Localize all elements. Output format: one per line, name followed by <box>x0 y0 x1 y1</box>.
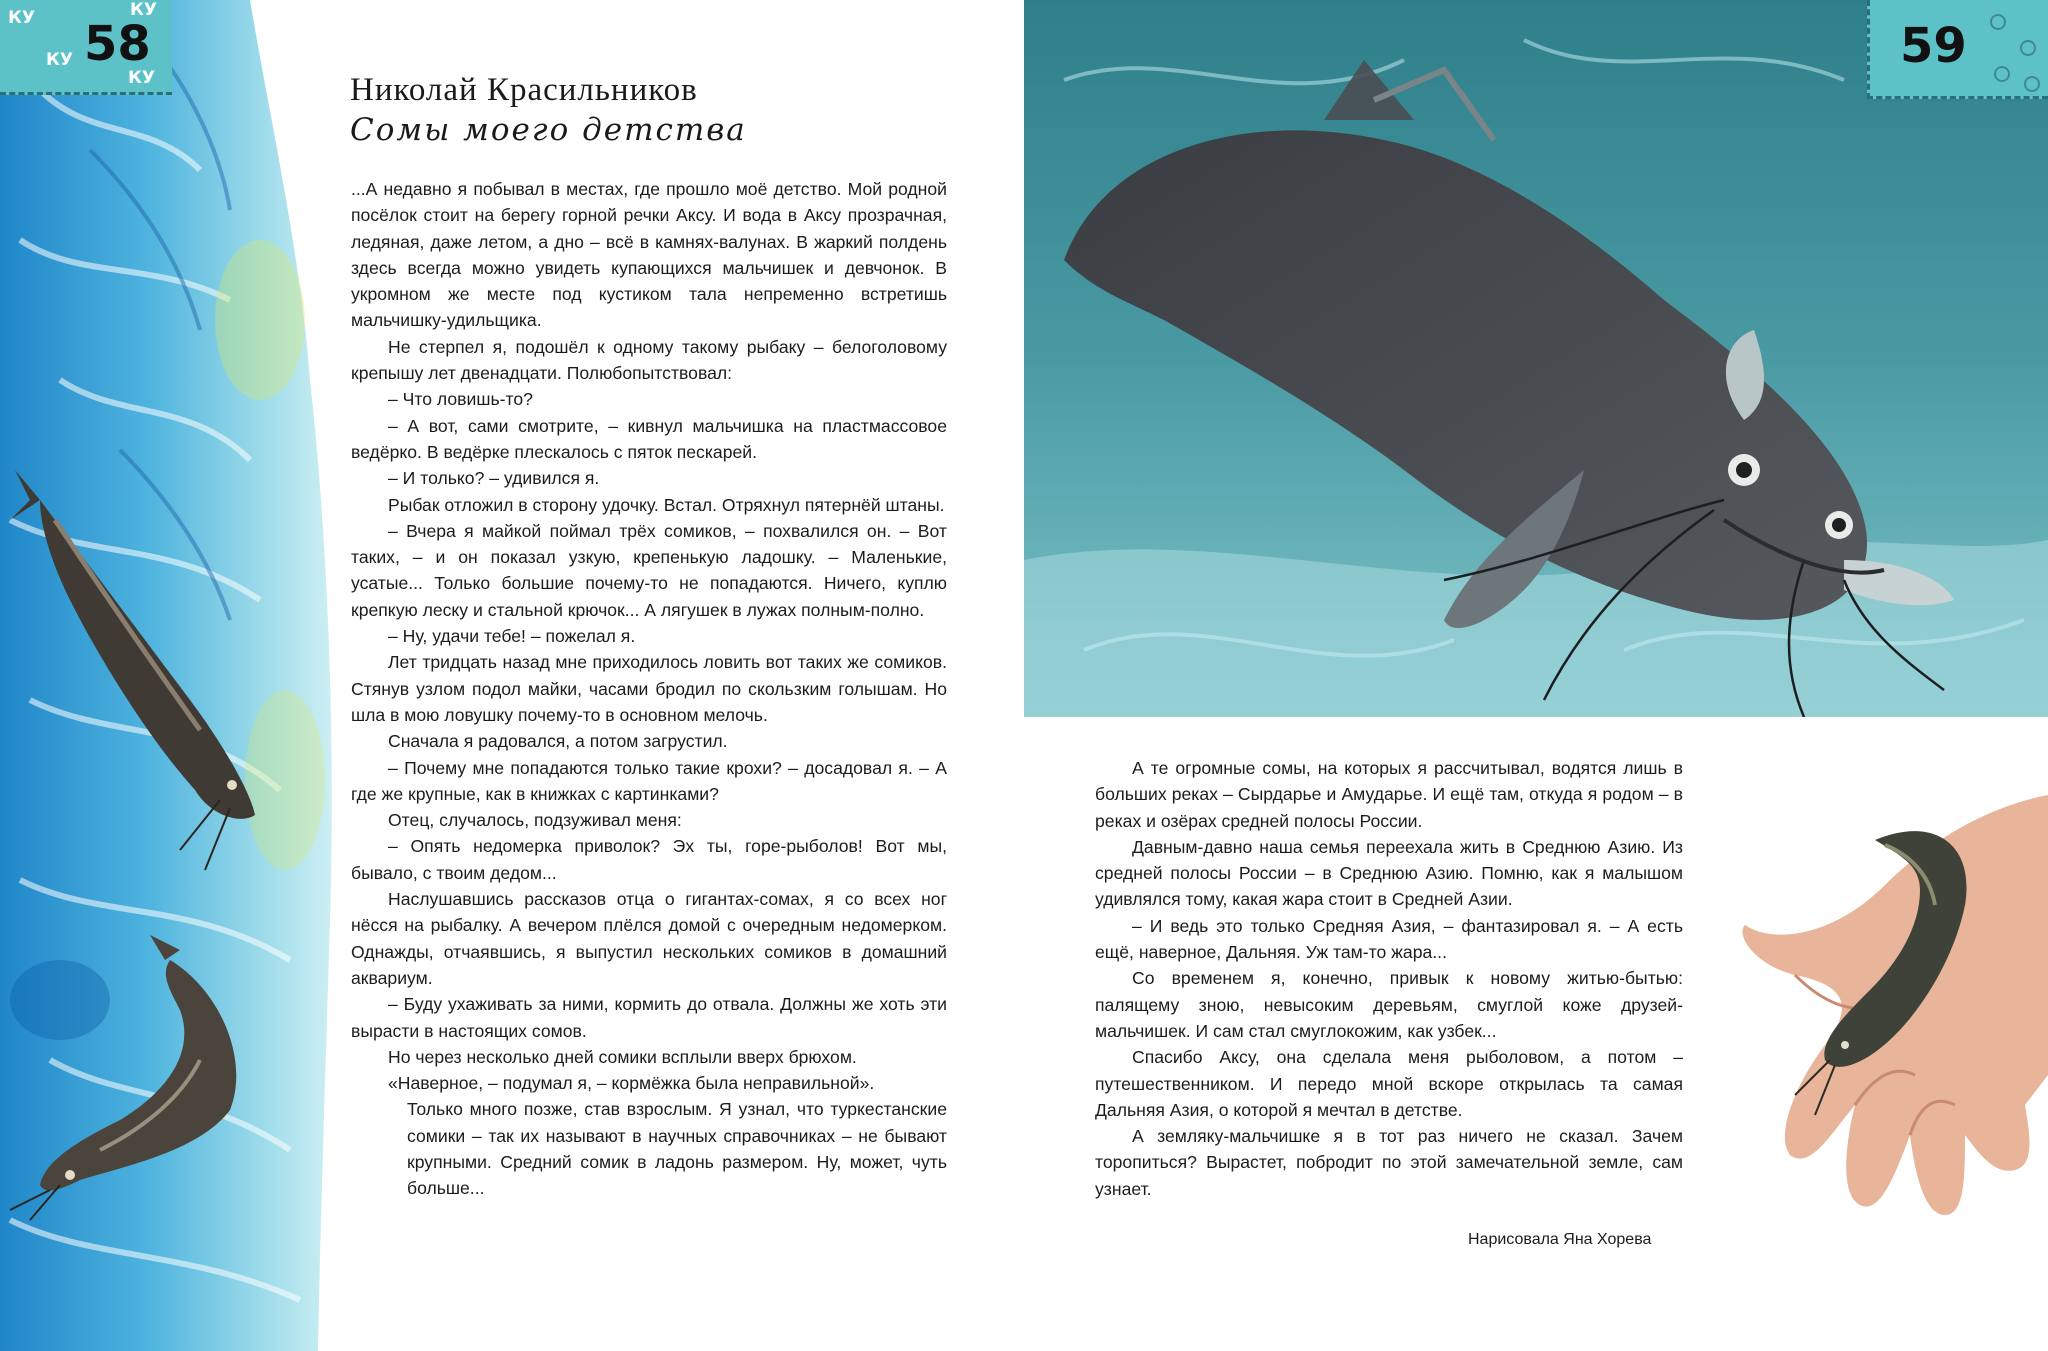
decor-text: КУ <box>8 8 36 28</box>
paragraph: – И ведь это только Средняя Азия, – фантазировал я. – А есть ещё, наверное, Дальняя. Уж там-то жара... <box>1095 915 1683 963</box>
paragraph: А те огромные сомы, на которых я рассчитывал, водятся лишь в больших реках – Сырдарье и Амударье. И ещё там, откуда я родом – в реках и озёрах средней полосы России. <box>1095 758 1683 831</box>
page-number-badge-left <box>0 0 172 95</box>
paragraph: Рыбак отложил в сторону удочку. Встал. Отряхнул пятернёй штаны. <box>388 494 945 515</box>
decor-text: КУ <box>46 50 74 70</box>
paragraph: – А вот, сами смотрите, – кивнул мальчишка на пластмассовое ведёрко. В ведёрке плескалось с пяток пескарей. <box>351 415 947 462</box>
river-illustration <box>0 0 340 1351</box>
paragraph: – Почему мне попадаются только такие крохи? – досадовал я. – А где же крупные, как в книжках с картинками? <box>351 757 947 804</box>
paragraph: – Буду ухаживать за ними, кормить до отвала. Должны же хоть эти вырасти в настоящих сомов. <box>351 994 947 1041</box>
decor-dot <box>2020 40 2036 56</box>
decor-text: КУ <box>130 0 158 20</box>
paragraph: Сначала я радовался, а потом загрустил. <box>388 731 728 752</box>
paragraph: «Наверное, – подумал я, – кормёжка была неправильной». <box>388 1073 875 1094</box>
decor-dot <box>1990 14 2006 30</box>
decor-dot <box>1994 66 2010 82</box>
paragraph: ...А недавно я побывал в местах, где прошло моё детство. Мой родной посёлок стоит на берегу горной речки Аксу. И вода в Аксу прозрачная, ледяная, даже летом, а дно – всё в камнях-валунах. В жаркий полдень здесь всегда можно увидеть купающихся мальчишек и девчонок. В укромном же месте под кустиком тала непременно встретишь мальчишку-удильщика. <box>351 179 947 331</box>
paragraph: – Опять недомерка приволок? Эх ты, горе-рыболов! Вот мы, бывало, с твоим дедом... <box>351 836 947 883</box>
paragraph: Давным-давно наша семья переехала жить в Среднюю Азию. Из средней полосы России – в Среднюю Азию. Помню, как я малышом удивлялся тому, какая жара стоит в Средней Азии. <box>1095 836 1683 910</box>
paragraph: Спасибо Аксу, она сделала меня рыболовом, а потом – путешественником. И передо мной вскоре открылась та самая Дальняя Азия, о которой я мечтал в детстве. <box>1095 1047 1683 1120</box>
paragraph: Только много позже, став взрослым. Я узнал, что туркестанские сомики – так их называют в научных справочниках – не бывают крупными. Средний сомик в ладонь размером. Ну, может, чуть больше... <box>407 1099 947 1199</box>
paragraph: Со временем я, конечно, привык к новому житью-бытью: палящему зною, невысоким деревьям, смуглой коже друзей-мальчишек. И сам стал смуглокожим, как узбек... <box>1095 968 1683 1041</box>
hand-illustration <box>1735 775 2048 1275</box>
paragraph: – И только? – удивился я. <box>388 468 600 489</box>
story-author: Николай Красильников <box>350 72 698 108</box>
paragraph: Отец, случалось, подзуживал меня: <box>388 810 682 831</box>
paragraph: – Вчера я майкой поймал трёх сомиков, – похвалился он. – Вот таких, – и он показал узкую, крепенькую ладошку. – Маленькие, усатые... Только большие почему-то не попадаются. Ничего, куплю крепкую леску и стальной крючок... А лягушек в лужах полным-полно. <box>351 520 947 620</box>
paragraph: Лет тридцать назад мне приходилось ловить вот таких же сомиков. Стянув узлом подол майки, часами бродил по скользким голышам. Но шла в мою ловушку почему-то в основном мелочь. <box>351 652 947 725</box>
paragraph: – Что ловишь-то? <box>388 389 533 410</box>
catfish-illustration <box>1024 0 2048 717</box>
decor-dot <box>2024 76 2040 92</box>
text-column-left <box>351 176 947 1202</box>
story-title: Сомы моего детства <box>350 112 747 148</box>
paragraph: А земляку-мальчишке я в тот раз ничего не сказал. Зачем торопиться? Вырастет, побродит по этой замечательной земле, сам узнает. <box>1095 1126 1683 1199</box>
decor-text: КУ <box>128 68 156 88</box>
page-number: 58 <box>84 16 151 72</box>
paragraph: Не стерпел я, подошёл к одному такому рыбаку – белоголовому крепышу лет двенадцати. Полюбопытствовал: <box>351 336 947 384</box>
page-number-badge-right <box>1867 0 2048 99</box>
paragraph: Но через несколько дней сомики всплыли вверх брюхом. <box>388 1046 857 1067</box>
illustrator-credit: Нарисовала Яна Хорева <box>1468 1231 1652 1248</box>
paragraph: Наслушавшись рассказов отца о гигантах-сомах, я со всех ног нёсся на рыбалку. А вечером плёлся домой с очередным недомерком. Однажды, отчаявшись, я выпустил нескольких сомиков в домашний аквариум. <box>351 889 947 988</box>
page-number: 59 <box>1900 18 1967 74</box>
text-column-right <box>1095 755 1683 1202</box>
paragraph: – Ну, удачи тебе! – пожелал я. <box>388 626 636 647</box>
